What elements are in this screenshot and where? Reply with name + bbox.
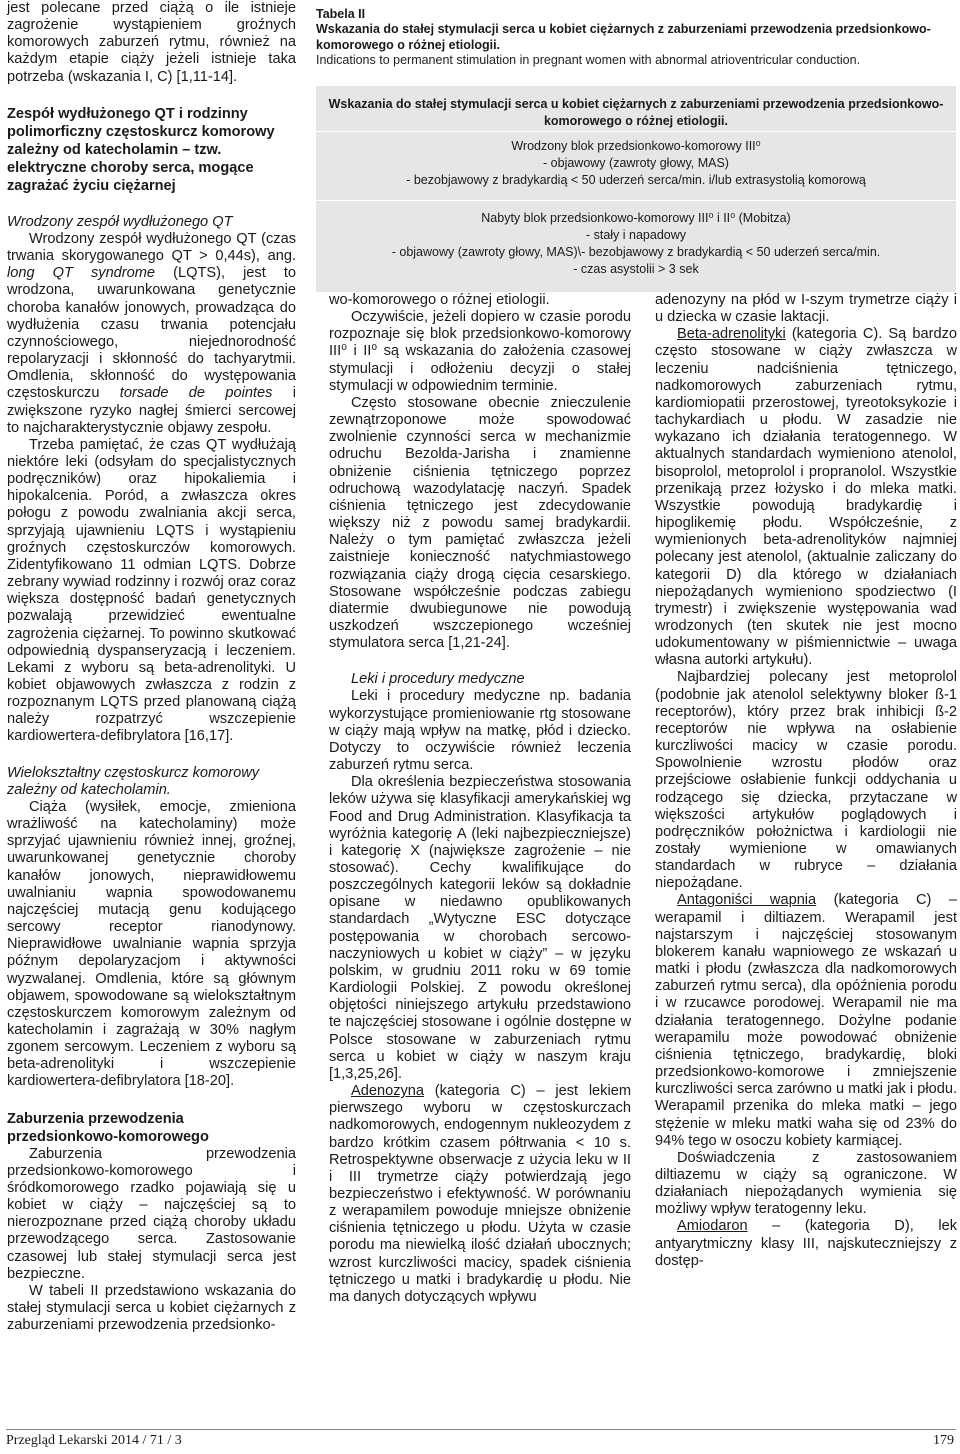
table-label: Tabela II (316, 7, 366, 21)
paragraph-drugs-1: Leki i procedury medyczne np. badania wykorzystujące promieniowanie rtg stosowane w ciąży mają wpływ na matkę, płód i dziecko. Dotyczy to oczywiście również leczenia zaburzeń rytmu serca. (329, 688, 631, 774)
drug-name: Adenozyna (351, 1083, 425, 1100)
footer-divider (6, 1429, 956, 1430)
table-group-acquired (316, 210, 956, 278)
table-cell: Wrodzony blok przedsionkowo-komorowy III⁰ (511, 139, 761, 153)
table-divider (316, 131, 956, 132)
paragraph-av-1: Zaburzenia przewodzenia przedsionkowo-komorowego i śródkomorowego rzadko pojawiają się u kobiet w ciąży – najczęściej są to nierozpoznane przed ciążą choroby układu przewodzącego serca. Zastosowanie czasowej lub stałej stymulacji serca jest bezpieczne. (7, 1145, 296, 1282)
paragraph-calcium-antagonists (655, 892, 957, 1149)
section-heading-lqts-part2: elektryczne choroby serca, mogące zagrażać życiu ciężarnej (7, 159, 254, 194)
table-cell: - bezobjawowy z bradykardią < 50 uderzeń serca/min. i/lub extrasystolią komorową (406, 173, 866, 187)
drug-name: Beta-adrenolityki (677, 326, 786, 343)
paragraph-beta-blockers (655, 326, 957, 669)
paragraph-fda: Dla określenia bezpieczeństwa stosowania leków używa się klasyfikacji amerykańskiej wg Food and Drug Administration. Klasyfikacja ta wyróżnia kategorię A (leki najbezpieczniejsze) i kategorię X (największe zagrożenie – nie stosować). Cechy kwalifikujące do poszczególnych kategorii leków są dokładnie opisane w niedawno opublikowanych standardach „Wytyczne ESC dotyczące postępowania w chorobach sercowo-naczyniowych u kobiet w ciąży” – w języku polskim, w grudniu 2011 roku w 69 tomie Kardiologii Polskiej. Z powodu określonej objętości niniejszego artykułu przedstawiono te najczęściej stosowane i ogólnie dostępne w Polsce stosowane w zaburzeniach rytmu serca u kobiet w ciąży w naszym kraju [1,3,25,26]. (329, 774, 631, 1082)
table-cell: - objawowy (zawroty głowy, MAS)\- bezobjawowy z bradykardią < 50 uderzeń serca/min. (391, 245, 881, 259)
paragraph-intro: jest polecane przed ciążą o ile istnieje zagrożenie wystąpieniem groźnych komorowych zaburzeń rytmu, również na każdym etapie ciąży jeżeli istnieje taka potrzeba (wskazania I, C) [1,11-14]. (7, 0, 296, 85)
text-run: Wrodzony zespół wydłużonego QT (czas trwania skorygowanego QT > 0,44s), ang. (7, 230, 296, 265)
table-cell: - czas asystolii > 3 sek (573, 262, 699, 276)
table-body (316, 86, 956, 292)
subheading-lqts: Wrodzony zespół wydłużonego QT (7, 213, 233, 230)
paragraph-lqts-2: Trzeba pamiętać, że czas QT wydłużają niektóre leki (odsyłam do specjalistycznych podręczników) oraz hipokaliemia i hipokalcenia. Poród, a zwłaszcza okres połogu z powodu zwalniania akcji serca, sprzyjają ujawnieniu LQTS i wystąpieniu groźnych częstoskurczów komorowych. Zidentyfikowano 11 odmian LQTS. Dobrze zebrany wywiad rodzinny i rozwój oraz coraz większa dostępność badań genetycznych pozwalają przewidzieć ewentualne zagrożenia ciężarnej. To powinno skutkować odpowiednią dyspanseryzacją i leczeniem. Lekami z wyboru są beta-adrenolityki. U kobiet objawowych zwłaszcza z rodzin z rozpoznanym LQTS przed planowaną ciążą należy rozpatrzyć wszczepienie kardiowertera-defibrylatora [16,17]. (7, 436, 296, 745)
paragraph-continued: wo-komorowego o różnej etiologii. (329, 292, 550, 308)
paragraph-epidural: Często stosowane obecnie znieczulenie zewnątrzoponowe może spowodować zwolnienie czynności serca w mechanizmie odruchu Bezolda-Jarisha i znamienne obniżenie ciśnienia tętniczego poprzez odruchową wazodylatację naczyń. Spadek ciśnienia tętniczego jest zdecydowanie większy niż z powodu samej bradykardii. Należy o tym pamiętać zwłaszcza jeżeli zaistnieje konieczność natychmiastowego rozwiązania ciąży drogą cięcia cesarskiego. Stosowane współcześnie podczas zabiegu diatermie dwubiegunowe nie powodują uszkodzeń wszczepionego wcześniej stymulatora serca [1,21-24]. (329, 394, 631, 652)
paragraph-continued: adenozyny na płód w I-szym trymetrze ciąży i u dziecka w czasie laktacji. (655, 292, 957, 326)
page-number: 179 (933, 1433, 954, 1448)
table-cell: Nabyty blok przedsionkowo-komorowy III⁰ i II⁰ (Mobitza) (481, 211, 791, 225)
paragraph-cpvt: Ciąża (wysiłek, emocje, zmieniona wrażliwość na katecholaminy) może sprzyjać ujawnieniu również innej, groźnej, uwarunkowanej genetycznie choroby kanałów jonowych, nieprawidłowemu uwalnianiu wapnia spowodowanemu najczęściej mutacją genu kodującego sercowy receptor rianodynowy. Nieprawidłowe uwalnianie wapnia sprzyja późnym depolaryzacjom i aktywności wyzwalanej. Omdlenia, które są głównym objawem, spowodowane są wielokształtnym częstoskurczem komorowym zależnym od katecholamin i zagrażają w 30% nagłym zgonem sercowym. Leczeniem z wyboru są beta-adrenolityki i wszczepienie kardiowertera-defibrylatora [18-20]. (7, 798, 296, 1090)
table-cell: - stały i napadowy (585, 228, 687, 242)
journal-citation: Przegląd Lekarski 2014 / 71 / 3 (6, 1433, 182, 1448)
section-heading-lqts-part1: Zespół wydłużonego QT i rodzinny polimorficzny częstoskurcz komorowy zależny od katecholamin – tzw. (7, 105, 275, 158)
table-group-congenital (316, 138, 956, 189)
paragraph-pacing: Oczywiście, jeżeli dopiero w czasie porodu rozpoznaje się blok przedsionkowo-komorowy III⁰ i II⁰ są wskazania do założenia czasowej stymulacji i odłożeniu decyzji o stałej stymulacji w odpowiednim terminie. (329, 309, 631, 394)
paragraph-diltiazem: Doświadczenia z zastosowaniem diltiazemu w ciąży są ograniczone. W działaniach niepożądanych wymienia się możliwy wpływ teratogenny leku. (655, 1149, 957, 1218)
text-run: – (kategoria D), lek antyarytmiczny klasy III, najskuteczniejszy z dostęp- (655, 1218, 957, 1269)
text-run: (kategoria C) – werapamil i diltiazem. Werapamil jest najstarszym i najczęściej stosowanym blokerem kanału wapniowego ze wskazań u matki i płodu (zwłaszcza dla nadkomorowych zaburzeń rytmu serca), dla opóźnienia porodu i w rzucawce porodowej. Werapamil nie ma działania teratogennego. Dożylne podanie werapamilu może powodować obniżenie ciśnienia tętniczego, bradykardię, bloki przedsionkowo-komorowe i zmniejszenie kurczliwości serca zarówno u matki jak i płodu. Werapamil przenika do mleka matki – jego stężenie w mleku matki waha się od 23% do 94% tego w osoczu kobiety karmiącej. (655, 892, 958, 1149)
section-heading-av-block: Zaburzenia przewodzenia przedsionkowo-komorowego (7, 1110, 209, 1145)
subheading-cpvt: Wielokształtny częstoskurcz komorowy zależny od katecholamin. (7, 764, 260, 798)
right-column (655, 292, 957, 1270)
paragraph-av-2: W tabeli II przedstawiono wskazania do stałej stymulacji serca u kobiet ciężarnych z zaburzeniami przewodzenia przedsionko- (7, 1282, 296, 1334)
text-run: (LQTS), jest to wrodzona, uwarunkowana genetycznie choroba kanałów jonowych, prowadząca do wydłużenia czasu trwania potencjału czynnościowego, niejednorodność repolaryzacji i skłonność do tachyarytmii. Omdlenia, skłonność do występowania częstoskurczu (7, 265, 297, 402)
drug-name: Antagoniści wapnia (677, 892, 817, 909)
paragraph-adenosine (329, 1083, 631, 1306)
text-run: i zwiększone ryzyko nagłej śmierci sercowej to najcharakterystycznie objawy zespołu. (7, 385, 297, 436)
paragraph-metoprolol: Najbardziej polecany jest metoprolol (podobnie jak atenolol selektywny bloker ß-1 receptorów), który przez brak inhibicji ß-2 receptorów nie wpływa na osłabienie kurczliwości macicy w czasie porodu. Spowolnienie wzrostu płodów oraz przejściowe osłabienie funkcji oddychania u rodzącego się dziecka, przytaczane w większości artykułów poglądowych i podręczników położnictwa i kardiologii nie zostały wymienione w omawianych standardach w rubryce – działania niepożądane. (655, 669, 957, 892)
subheading-drugs: Leki i procedury medyczne (351, 671, 525, 688)
text-run: (kategoria C) – jest lekiem pierwszego wyboru w częstoskurczach nadkomorowych, endogennym nukleozydem z bardzo krótkim czasem półtrwania < 10 s. Retrospektywne obserwacje z użycia leku w II i III trymetrze ciąży potwierdzają jego bezpieczeństwo i efektywność. W porównaniu z werapamilem powoduje mniejsze obniżenie ciśnienia tętniczego u płodu. Użyta w czasie porodu ma niewielką ilość działań ubocznych; wzrost kurczliwości macicy, spadek ciśnienia tętniczego u matki i bradykardię u płodu. Nie ma danych dotyczących wpływu (329, 1083, 631, 1305)
drug-name: Amiodaron (677, 1218, 748, 1235)
table-title: Wskazania do stałej stymulacji serca u kobiet ciężarnych z zaburzeniami przewodzenia przedsionkowo-komorowego o różnej etiologii. (316, 22, 931, 52)
table-2 (316, 6, 956, 276)
middle-column (329, 292, 631, 1306)
section-heading-lqts (7, 105, 296, 195)
italic-term: long QT syndrome (7, 265, 156, 282)
italic-term: torsade de pointes (119, 385, 273, 402)
left-column (7, 0, 296, 1334)
table-title-english: Indications to permanent stimulation in pregnant women with abnormal atrioventricular conduction. (316, 53, 861, 68)
paragraph-lqts-1 (7, 231, 296, 437)
table-cell: - objawowy (zawroty głowy, MAS) (543, 156, 729, 170)
paragraph-amiodarone (655, 1218, 957, 1269)
table-divider (316, 200, 956, 201)
table-header: Wskazania do stałej stymulacji serca u kobiet ciężarnych z zaburzeniami przewodzenia przedsionkowo-komorowego o różnej etiologii. (328, 97, 944, 128)
text-run: (kategoria C). Są bardzo często stosowane w ciąży zwłaszcza w leczeniu nadciśnienia tętniczego, nadkomorowych zaburzeniach rytmu, kardiomiopatii przerostowej, tyreotoksykozie i tachykardiach u płodu. W zasadzie nie wykazano ich działania teratogennego. W aktualnych standardach wymieniono atenolol, bisoprolol, metoprolol i propranolol. Wszystkie przenikają przez łożysko i do mleka matki. Wszystkie powodują bradykardię i hipoglikemię płodu. Współcześnie, z wymienionych beta-adrenolityków najmniej polecany jest atenolol, (aktualnie zaliczany do kategorii D) dla którego w działaniach niepożądanych wymieniono spodziectwo (I trymestr) i zwiększenie występowania wad wrodzonych (ten skutek nie jest mocno udokumentowany w piśmiennictwie – uwaga własna autorki artykułu). (655, 326, 957, 669)
